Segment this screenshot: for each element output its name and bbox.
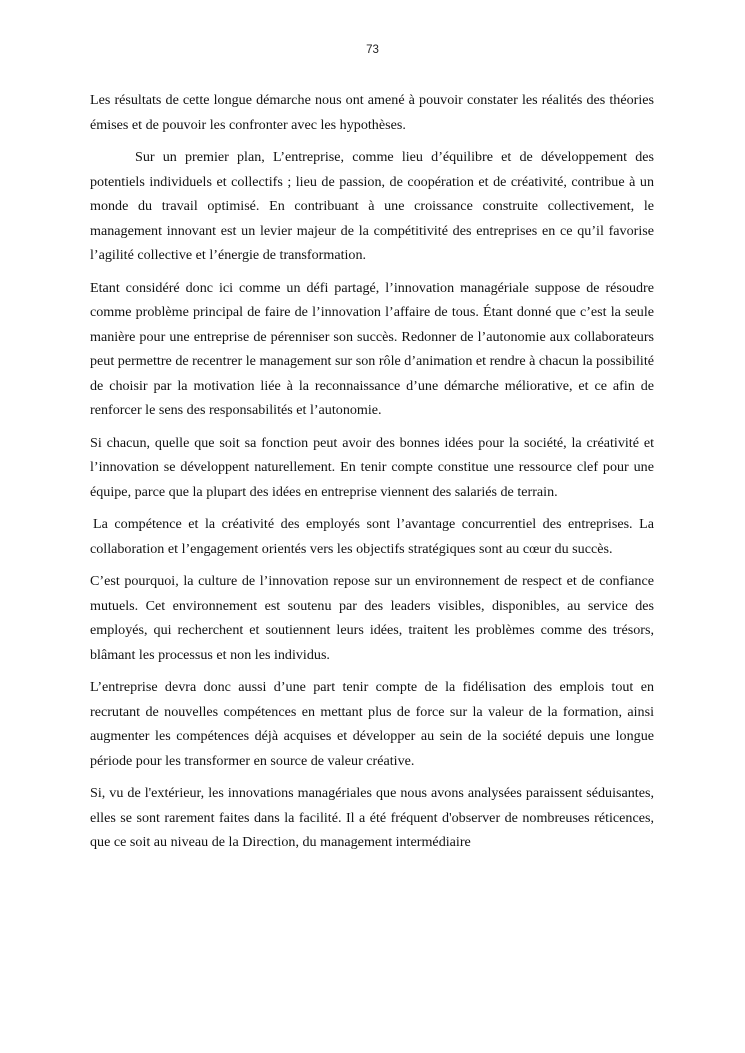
paragraph-reluctance: Si, vu de l'extérieur, les innovations managériales que nous avons analysées paraissent séduisantes, elles se sont rarement faites dans la facilité. Il a été fréquent d'observer de nombreuses réticences, que ce soit au niveau de la Direction, du management intermédiaire — [90, 785, 654, 850]
paragraph-good-ideas: Si chacun, quelle que soit sa fonction peut avoir des bonnes idées pour la société, la créativité et l’innovation se développent naturellement. En tenir compte constitue une ressource clef pour une équipe, parce que la plupart des idées en entreprise viennent des salariés de terrain. — [90, 434, 654, 500]
paragraph-innovation-culture: C’est pourquoi, la culture de l’innovation repose sur un environnement de respect et de confiance mutuels. Cet environnement est soutenu par des leaders visibles, disponibles, au service des employés, qui recherchent et soutiennent leurs idées, traitent les problèmes comme des trésors, blâmant les processus et non les individus. — [90, 573, 654, 663]
paragraph-first-plan: Sur un premier plan, L’entreprise, comme lieu d’équilibre et de développement des potentiels individuels et collectifs ; lieu de passion, de coopération et de créativité, contribue à un monde du travail optimisé. En contribuant à une croissance construite collectivement, le management innovant est un levier majeur de la compétitivité des entreprises en ce qu’il favorise l’agilité collective et l’énergie de transformation. — [90, 149, 654, 263]
paragraph-employee-retention: L’entreprise devra donc aussi d’une part tenir compte de la fidélisation des emplois tout en recrutant de nouvelles compétences en mettant plus de force sur la valeur de la formation, ainsi augmenter les compétences déjà acquises et développer au sein de la société depuis une longue période pour les transformer en source de valeur créative. — [90, 679, 654, 769]
body-text — [90, 88, 654, 863]
paragraph-competence: La compétence et la créativité des employés sont l’avantage concurrentiel des entreprises. La collaboration et l’engagement orientés vers les objectifs stratégiques sont au cœur du succès. — [90, 516, 654, 557]
paragraph-shared-challenge: Etant considéré donc ici comme un défi partagé, l’innovation managériale suppose de résoudre comme problème principal de faire de l’innovation l’affaire de tous. Étant donné que c’est la seule manière pour une entreprise de pérenniser son succès. Redonner de l’autonomie aux collaborateurs peut permettre de recentrer le management sur son rôle d’animation et rendre à chacun la possibilité de choisir par la motivation liée à la reconnaissance d’une démarche méliorative, et ce afin de renforcer le sens des responsabilités et l’autonomie. — [90, 279, 654, 418]
page-number: 73 — [366, 44, 379, 56]
paragraph-results: Les résultats de cette longue démarche nous ont amené à pouvoir constater les réalités des théories émises et de pouvoir les confronter avec les hypothèses. — [90, 92, 654, 133]
